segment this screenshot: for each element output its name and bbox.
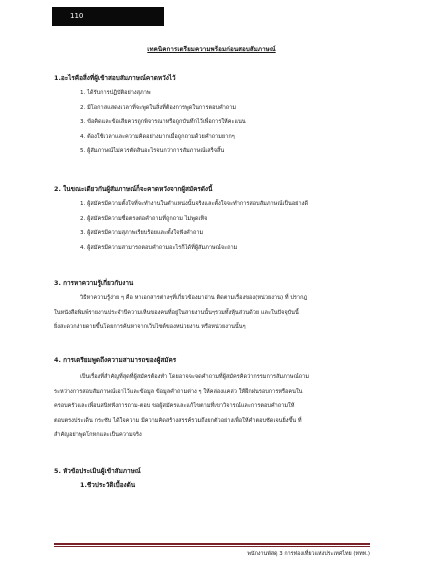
section-1-heading: 1.อะไรคือสิ่งที่ผู้เข้าสอบสัมภาษณ์คาดหวังไว้ [54,74,176,82]
list-item: 3. ผู้สมัครมีความสุภาพเรียบร้อยและตั้งใจฟังคำถาม [80,230,204,236]
list-item: 4. ต้องใช้เวลาและความคิดอย่างมากเมื่อถูกถามด้วยคำถามยากๆ [80,133,235,140]
list-item: 1. ได้รับการปฏิบัติอย่างสุภาพ [80,90,151,96]
list-item: 4. ผู้สมัครมีความสามารถตอบคำถามอะไรก็ได้ที่ผู้สัมภาษณ์จะถาม [80,244,238,251]
page-number-tab [52,7,164,26]
section-4-heading: 4. การเตรียมพูดถึงความสามารถของผู้สมัคร [54,356,177,364]
list-item: 5. ผู้สัมภาษณ์ไม่ควรตัดสินอะไรจนกว่าการสัมภาษณ์เสร็จสิ้น [80,148,225,154]
paragraph-line: สำคัญอย่าพูดโกหกและเป็นความจริง [54,432,142,438]
list-item: 3. ข้อคิดและข้อเสียควรถูกพิจารณาหรือถูกบันทึกไว้เพื่อการให้คะแนน [80,119,246,125]
section-4-paragraph [54,370,368,443]
list-item: 1. ผู้สมัครมีความตั้งใจที่จะทำงานในตำแหน่งนั้นจริงและตั้งใจจะทำการสอบสัมภาษณ์เป็นอย่างดี [80,201,308,207]
section-5-heading: 5. หัวข้อประเมินผู้เข้าสัมภาษณ์ [54,467,141,475]
paragraph-line: วิธีหาความรู้ง่าย ๆ คือ หาเอกสารต่างๆที่เกี่ยวข้องมาอ่าน ติดตามเรื่องของ(หน่วยงาน) ที่ ปรากฎ [80,295,308,301]
footer-text: พนักงานพัสดุ 3 การท่องเที่ยวแห่งประเทศไทย (ททท.) [247,551,370,557]
section-3-heading: 3. การหาความรู้เกี่ยวกับงาน [54,279,134,287]
paragraph-line: ระหว่างการสอบสัมภาษณ์เอาไว้และข้อมูล ข้อมูลคำถามต่าง ๆ ให้คล่องแคล่ว ให้ฝึกฝนรอบการหรือคนใน [54,388,303,395]
section-1-list [80,86,246,159]
paragraph-line: เป็นเรื่องที่สำคัญที่สุดที่ผู้สมัครต้องทำ โดยอาจจะจดคำถามที่ผู้สมัครคิดว่ากรรมการสัมภาษณ์ถาม [80,374,310,380]
list-item: 2. มีโอกาสแสดงเวลาที่จะพูดในสิ่งที่ต้องการพูดในการตอบคำถาม [80,104,237,111]
paragraph-line: ยิ่งสะดวกง่ายดายขึ้นโดยการค้นหาจากเว็บไซต์ของหน่วยงาน หรือหน่วยงานนั้นๆ [54,324,246,330]
page-number: 110 [70,12,84,20]
document-title: เทคนิคการเตรียมความพร้อมก่อนสอบสัมภาษณ์ [147,46,276,53]
section-2-list [80,197,308,255]
footer-rule-thin [54,546,370,547]
section-3-paragraph [54,291,368,335]
section-2-heading: 2. ในขณะเดียวกันผู้สัมภาษณ์ก็จะคาดหวังจากผู้สมัครดังนี้ [54,185,213,193]
list-item: 2. ผู้สมัครมีความซื่อตรงต่อคำถามที่ถูกถาม ไม่พูดเท็จ [80,215,208,222]
footer-rule [54,543,370,545]
paragraph-line: ครอบครัวและเพื่อนสนิทฟังการถาม-ตอบ ขอผู้สมัครและแก้ไขตามที่เขาวิจารณ์และการตอบคำถามให้ [54,403,295,409]
section-5-subheading: 1.ชีวประวัติเบื้องต้น [80,481,136,489]
paragraph-line: ตอบตรงประเด็น กระชับ ได้ใจความ มีความคิดสร้างสรรค์รวมถึงยกตัวอย่างเพื่อให้คำตอบชัดเจนยิ่งขึ้น ที่ [54,417,302,424]
paragraph-line: ในหนังสือพิมพ์รายงานประจำปีความเห็นของคนที่อยู่ในสายงานนั้นๆรวมทั้งหุ้นส่วนด้วย และในปัจจุบันนี้ [54,309,299,316]
